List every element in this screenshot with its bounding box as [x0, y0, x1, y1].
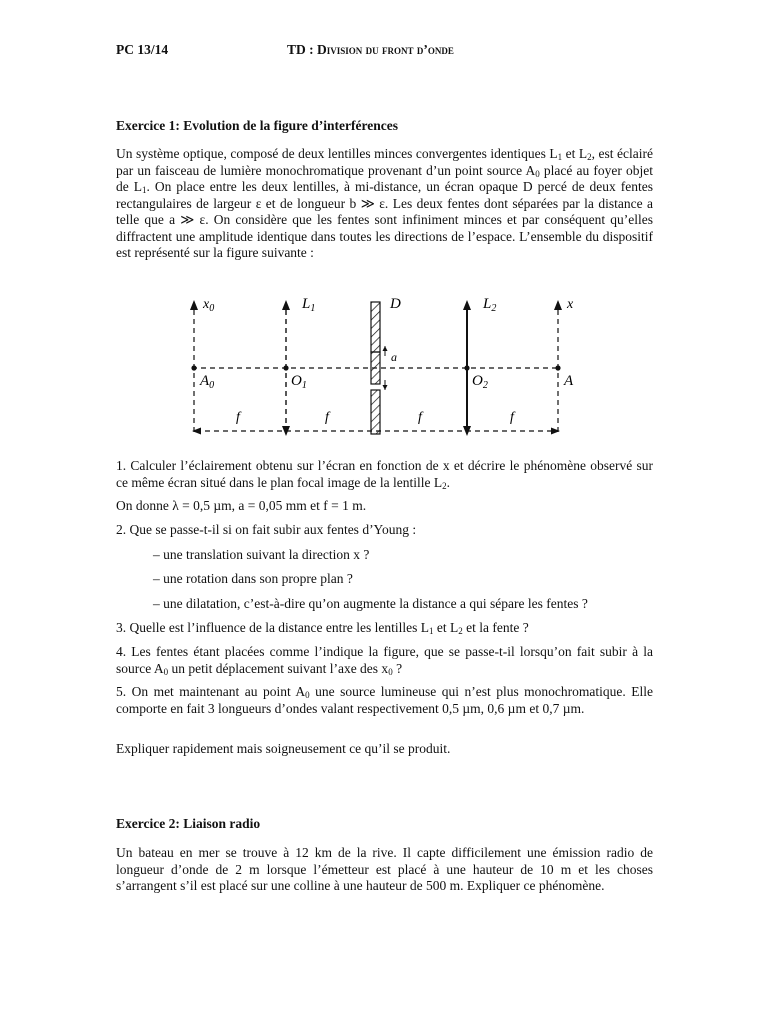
q1-sub: 2	[442, 480, 447, 491]
intro-sub: 0	[535, 168, 540, 179]
question-2a: – une translation suivant la direction x ?	[153, 547, 370, 562]
l2-label: $L_2$	[483, 296, 497, 314]
f-label-1: f	[236, 410, 240, 425]
f-label-3: f	[418, 410, 422, 425]
a-marker-arrow-top	[383, 346, 388, 351]
intro-text: et L	[562, 146, 588, 161]
screen-d-bottom	[371, 390, 380, 434]
distance-arrow-right	[551, 428, 560, 435]
x0-axis-arrow	[190, 300, 198, 310]
lens-l1-arrow-top	[282, 300, 290, 310]
q4-sub: 0	[163, 666, 169, 677]
optical-setup-figure	[180, 290, 600, 440]
l1-label: $L_1$	[302, 296, 316, 314]
x-label: x	[567, 297, 574, 312]
o1-label: $O_1$	[291, 373, 307, 391]
explain-instruction: Expliquer rapidement mais soigneusement ce qu’il se produit.	[116, 741, 451, 756]
q4-sub: 0	[388, 666, 393, 677]
lens-l2-arrow-top	[463, 300, 471, 310]
intro-text: , est éclairé par un faisceau de lumière monochromatique provenant d’un point source A	[116, 146, 653, 178]
a0-label: $A_0$	[200, 373, 215, 391]
course-code: PC 13/14	[116, 42, 169, 57]
q3-text: 3. Quelle est l’influence de la distance entre les lentilles L	[116, 620, 430, 635]
question-1	[116, 458, 653, 491]
question-2b: – une rotation dans son propre plan ?	[153, 571, 353, 586]
q3-sub: 2	[458, 626, 463, 636]
f-label-2: f	[325, 410, 329, 425]
td-title	[287, 42, 454, 58]
a-label: a	[391, 350, 397, 364]
screen-d-top	[371, 302, 380, 352]
q1-text: .	[446, 474, 450, 490]
q4-text: 4. Les fentes étant placées comme l’indique la figure, que se passe-t-il lorsqu’on fait subir à la source A	[116, 644, 653, 676]
q1-text: 1. Calculer l’éclairement obtenu sur l’écran en fonction de x et décrire le phénomène observé sur ce même écran situé dans le plan focal image de la lentille L	[116, 458, 653, 490]
a-point-label: A	[564, 373, 574, 389]
given-values: On donne λ = 0,5 µm, a = 0,05 mm et f = 1 m.	[116, 498, 367, 513]
intro-text: placé au foyer objet de L	[116, 162, 653, 194]
d-label: D	[390, 296, 401, 312]
point-a	[555, 365, 560, 370]
intro-sub: 1	[557, 152, 563, 162]
distance-arrow-left	[192, 428, 201, 435]
q3-text: et L	[433, 620, 459, 635]
exercise-1-intro	[116, 146, 653, 262]
question-4	[116, 644, 653, 677]
a-marker-arrow-bottom	[383, 385, 388, 390]
f-label-4: f	[510, 410, 514, 425]
q5-sub: 0	[305, 690, 310, 700]
intro-sub: 1	[141, 185, 147, 195]
intro-text: . On place entre les deux lentilles, à mi-distance, un écran opaque D percé de deux fentes rectangulaires de largeur ε et de longueur b ≫ ε. Les deux fentes dont séparées par la distance a telle que a ≫ ε. On considère que les fentes sont infiniment minces et par conséquent qu’elles diffractent une amplitude identique dans toutes les directions de l’espace. L’ensemble du dispositif est représenté sur la figure suivante :	[116, 179, 653, 260]
exercise-1-title: Exercice 1: Evolution de la figure d’interférences	[116, 118, 398, 133]
q3-sub: 1	[429, 626, 434, 636]
q5-text: 5. On met maintenant au point A	[116, 684, 306, 699]
o2-label: $O_2$	[472, 373, 488, 391]
q4-text: ?	[392, 660, 403, 676]
q3-text: et la fente ?	[462, 620, 529, 635]
exercise-2-text: Un bateau en mer se trouve à 12 km de la rive. Il capte difficilement une émission radio de longueur d’onde de 2 m lorsque l’émetteur est placé à une hauteur de 10 m et les choses s’arrangent s’il est placé sur une colline à une hauteur de 500 m. Expliquer ce phénomène.	[116, 845, 653, 893]
q4-text: un petit déplacement suivant l’axe des x	[168, 660, 389, 676]
question-2: 2. Que se passe-t-il si on fait subir aux fentes d’Young :	[116, 522, 417, 537]
td-prefix: TD :	[287, 42, 317, 57]
intro-sub: 2	[587, 152, 592, 162]
q5-text: une source lumineuse qui n’est plus monochromatique. Elle comporte en fait 3 longueurs d’ondes valant respectivement 0,5 µm, 0,6 µm et 0,7 µm.	[116, 684, 653, 716]
x0-label: $x_0$	[203, 297, 215, 314]
question-5	[116, 684, 653, 717]
question-2c: – une dilatation, c’est-à-dire qu’on augmente la distance a qui sépare les fentes ?	[153, 596, 588, 611]
question-3	[116, 620, 653, 637]
screen-d-middle	[371, 352, 380, 384]
x-axis-arrow	[554, 300, 562, 310]
point-o2	[464, 365, 469, 370]
point-o1	[283, 365, 288, 370]
point-a0	[191, 365, 196, 370]
intro-text: Un système optique, composé de deux lentilles minces convergentes identiques L	[116, 146, 558, 161]
exercise-2-title: Exercice 2: Liaison radio	[116, 816, 261, 831]
td-name: Division du front d’onde	[317, 42, 454, 57]
